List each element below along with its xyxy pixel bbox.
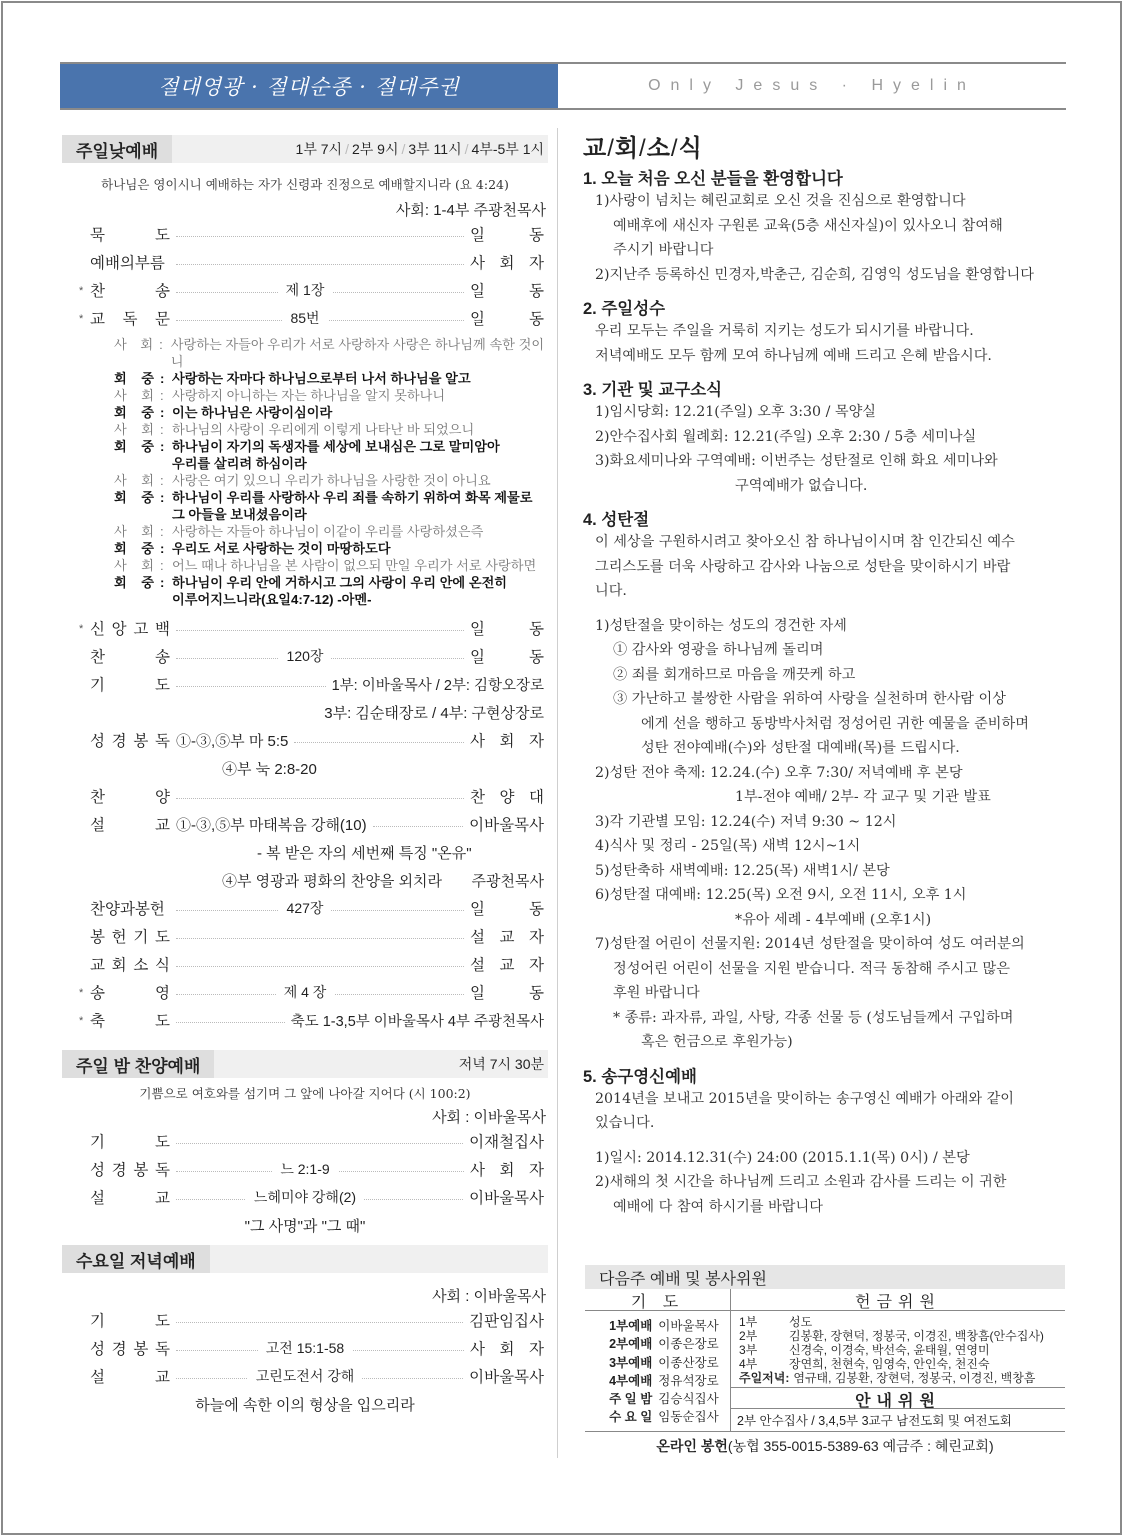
section-title: 수요일 저녁예배	[62, 1245, 210, 1273]
order-leader: 일 동	[470, 283, 544, 300]
order-leader: 1부: 이바울목사 / 2부: 김항오장로	[331, 677, 544, 694]
order-subline: "그 사명"과 "그 때"	[244, 1217, 366, 1235]
order-subline: ④부 눅 2:8-20	[222, 760, 317, 778]
offering-header: 헌금위원	[731, 1289, 1065, 1311]
order-leader: 설 교 자	[470, 929, 544, 946]
order-label: 교 독 문	[90, 311, 170, 328]
service-time: 저녁 7시 30분	[458, 1056, 544, 1072]
leader-line: 사 회 : 사랑은 여기 있으니 우리가 하나님을 사랑한 것이 아니요	[114, 473, 491, 488]
order-leader: 일 동	[470, 311, 544, 328]
leader-line: 사 회 : 하나님의 사랑이 우리에게 이렇게 나타난 바 되었으니	[114, 422, 475, 437]
host: 사회: 1-4부 주광천목사	[395, 202, 546, 219]
order-item: 설 교 ①-③,⑤부 마태복음 강해(10) 이바울목사	[62, 810, 548, 838]
order-label: 설 교	[90, 1369, 170, 1386]
standing-mark-icon: *	[79, 1015, 84, 1027]
order-item	[62, 1006, 548, 1034]
congregation-line: 회 중 : 하나님이 우리를 사랑하사 우리 죄를 속하기 위하여 화목 제물로	[114, 490, 533, 505]
prayer-assignment: 3부예배 이종산장로	[609, 1355, 719, 1370]
order-item	[62, 1155, 548, 1183]
order-item	[62, 922, 548, 950]
usher-list: 2부 안수집사 / 3,4,5부 3교구 남전도회 및 여전도회	[737, 1414, 1012, 1428]
news-item-heading: 1. 오늘 처음 오신 분들을 환영합니다	[583, 170, 843, 188]
offering-assignment: 주일저녁: 염규태, 김봉환, 장현덕, 정봉국, 이경진, 백창흠	[739, 1371, 1036, 1385]
prayer-assignment: 2부예배 이종은장로	[609, 1337, 719, 1352]
news-item-body: 이 세상을 구원하시려고 찾아오신 참 하나님이시며 참 인간되신 예수 그리스도를 더욱 사랑하고 감사와 나눔으로 성탄을 맞이하시기 바랍 니다. 1)성탄절을 맞이하는 성도의 경건한 자세 ① 감사와 영광을 하나님께 돌리며 ② 죄를 회개하므로 마음을 깨끗케 하고 ③ 가난하고 불쌍한 사람을 위하여 사랑을 실천하며 한사람 이상 에게 선을 행하고 동방박사처럼 정성어린 귀한 예물을 준비하며 성탄 전야예배(수)와 성탄절 대예배(목)를 드립시다. 2)성탄 전야 축제: 12.24.(수) 오후 7:30/ 저녁예배 후 본당 1부-전야 예배/ 2부- 각 교구 및 기관 발표 3)각 기관별 모임: 12.24(수) 저녁 9:30 ~ 12시 4)식사 및 정리 - 25일(목) 새벽 12시~1시 5)성탄축하 새벽예배: 12.25(목) 새벽1시/ 본당 6)성탄절 대예배: 12.25(목) 오전 9시, 오전 11시, 오후 1시 *유아 세례 - 4부예배 (오후1시) 7)성탄절 어린이 선물지원: 2014년 성탄절을 맞이하여 성도 여러분의 정성어린 어린이 선물을 지원 받습니다. 적극 동참해 주시고 많은 후원 바랍니다 * 종류: 과자류, 과일, 사탕, 각종 선물 등 (성도님들께서 구입하며 혹은 헌금으로 후원가능)	[595, 534, 1029, 1050]
order-leader: 이재철집사	[469, 1134, 544, 1151]
offering-assignment: 4부 장연희, 천현숙, 임영숙, 안인숙, 천진숙	[739, 1357, 990, 1371]
standing-mark-icon: *	[79, 623, 84, 635]
usher-header: 안내위원	[731, 1387, 1065, 1409]
order-label: 교 회 소 식	[90, 957, 170, 974]
order-item	[62, 1306, 548, 1334]
order-detail: 느 2:1-9	[62, 1159, 548, 1179]
congregation-line: 회 중 : 사랑하는 자마다 하나님으로부터 나서 하나님을 알고	[114, 371, 471, 386]
order-leader: 축도 1-3,5부 이바울목사 4부 주광천목사	[290, 1013, 544, 1030]
order-leader: 이바울목사	[469, 817, 544, 834]
order-item	[62, 1334, 548, 1362]
section-header-sunday-morning	[62, 135, 548, 163]
leader-line: 사 회 : 사랑하는 자들아 하나님이 이같이 우리를 사랑하셨은즉	[114, 524, 484, 539]
next-week-servants	[585, 1265, 1065, 1456]
offering-assignment: 1부 성도	[739, 1315, 813, 1329]
order-label: 봉 헌 기 도	[90, 929, 170, 946]
order-item	[62, 276, 548, 304]
leader-line: 사 회 : 사랑하는 자들아 우리가 서로 사랑하자 사랑은 하나님께 속한 것이니	[114, 337, 545, 369]
news-item-body: 1)임시당회: 12.21(주일) 오후 3:30 / 목양실 2)안수집사회 월례회: 12.21(주일) 오후 2:30 / 5층 세미나실 3)화요세미나와 구역예배: 이번주는 성탄절로 인해 화요 세미나와 구역예배가 없습니다.	[595, 404, 998, 494]
standing-mark-icon: *	[79, 313, 84, 325]
news-item-heading: 2. 주일성수	[583, 300, 666, 318]
order-label: 성 경 봉 독	[90, 1341, 170, 1358]
order-leader: 사 회 자	[470, 1341, 544, 1358]
order-leader: 일 동	[470, 985, 544, 1002]
prayer-assignment: 4부예배 정유석장로	[609, 1373, 719, 1388]
order-item	[62, 614, 548, 642]
offering-assignment: 2부 김봉환, 장현덕, 정봉국, 이경진, 백창흠(안수집사)	[739, 1329, 1044, 1343]
section-header-sunday-evening	[62, 1050, 548, 1078]
order-leader: 사 회 자	[470, 1162, 544, 1179]
order-detail: 120장	[62, 646, 548, 666]
host: 사회 : 이바울목사	[432, 1109, 546, 1126]
leader-line: 사 회 : 사랑하지 아니하는 자는 하나님을 알지 못하나니	[114, 388, 446, 403]
order-item	[62, 642, 548, 670]
host: 사회 : 이바울목사	[432, 1288, 546, 1305]
order-label: 설 교	[90, 817, 170, 834]
prayer-assignment: 수 요 일 임동순집사	[609, 1410, 719, 1425]
order-subline: 하늘에 속한 이의 형상을 입으리라	[195, 1396, 415, 1414]
order-label: 예배의부름	[90, 255, 165, 272]
news-item-body: 1)사랑이 넘치는 혜린교회로 오신 것을 진심으로 환영합니다 예배후에 새신자 구원론 교육(5층 새신자실)이 있사오니 참여해 주시기 바랍니다 2)지난주 등록하신 민경자,박춘근, 김순희, 김영익 성도님을 환영합니다	[595, 193, 1034, 283]
congregation-line: 회 중 : 이는 하나님은 사랑이심이라	[114, 405, 333, 420]
church-news-column	[583, 128, 1068, 1219]
prayer-header: 기 도	[585, 1289, 730, 1311]
column-divider	[557, 128, 558, 1458]
order-label: 성 경 봉 독	[90, 733, 170, 750]
order-detail: 427장	[62, 898, 548, 918]
motto: 절대영광 · 절대순종 · 절대주권	[60, 64, 558, 108]
order-detail: 제 1장	[62, 280, 548, 300]
order-detail: 느헤미야 강해(2)	[62, 1187, 548, 1207]
order-label: 기 도	[90, 677, 170, 694]
order-detail: 고전 15:1-58	[62, 1338, 548, 1358]
order-leader: 일 동	[470, 621, 544, 638]
standing-mark-icon: *	[79, 285, 84, 297]
online-offering: 온라인 봉헌(농협 355-0015-5389-63 예금주 : 혜린교회)	[656, 1438, 994, 1454]
order-leader: 이바울목사	[469, 1369, 544, 1386]
section-header-wednesday	[62, 1245, 548, 1273]
theme-verse: 기쁨으로 여호와를 섬기며 그 앞에 나아갈 지어다 (시 100:2)	[139, 1086, 471, 1101]
order-leader: 설 교 자	[470, 957, 544, 974]
worship-order-column	[62, 135, 548, 1418]
order-leader: 일 동	[470, 901, 544, 918]
order-label: 설 교	[90, 1190, 170, 1207]
order-label: 찬 송	[90, 283, 170, 300]
prayer-assignment: 주 일 밤 김승식집사	[609, 1392, 719, 1407]
order-leader: 사 회 자	[470, 255, 544, 272]
order-item	[62, 1362, 548, 1390]
news-item-heading: 3. 기관 및 교구소식	[583, 381, 723, 399]
order-detail: 고린도전서 강해	[62, 1366, 548, 1386]
order-subline: 3부: 김순태장로 / 4부: 구현상장로	[324, 704, 544, 722]
congregation-line: 회 중 : 우리도 서로 사랑하는 것이 마땅하도다	[114, 541, 391, 556]
news-item-heading: 5. 송구영신예배	[583, 1067, 697, 1086]
order-label: 성 경 봉 독	[90, 1162, 170, 1179]
order-label: 기 도	[90, 1134, 170, 1151]
order-label: 찬 양	[90, 789, 170, 806]
order-item	[62, 670, 548, 698]
order-leader: 사 회 자	[470, 733, 544, 750]
order-item	[62, 782, 548, 810]
order-leader: 김판임집사	[469, 1313, 544, 1330]
order-detail: 제 4 장	[62, 982, 548, 1002]
order-subline: ④부 영광과 평화의 찬양을 외치라 주광천목사	[222, 872, 544, 890]
news-item-body: 2014년을 보내고 2015년을 맞이하는 송구영신 예배가 아래와 같이 있습니다. 1)일시: 2014.12.31(수) 24:00 (2015.1.1(목) 0시) / 본당 2)새해의 첫 시간을 하나님께 드리고 소원과 감사를 드리는 이 귀한 예배에 다 참여 하시기를 바랍니다	[595, 1090, 1015, 1215]
theme-verse: 하나님은 영이시니 예배하는 자가 신령과 진정으로 예배할지니라 (요 4:24)	[101, 177, 509, 192]
section-title: 주일낮예배	[62, 135, 172, 163]
order-label: 기 도	[90, 1313, 170, 1330]
tagline: Only Jesus · Hyelin	[648, 77, 976, 94]
order-label: 묵 도	[90, 227, 170, 244]
order-leader: 찬 양 대	[470, 789, 544, 806]
order-leader: 이바울목사	[469, 1190, 544, 1207]
order-item	[62, 978, 548, 1006]
prayer-assignment: 1부예배 이바울목사	[609, 1319, 719, 1333]
congregation-line: 회 중 : 하나님이 자기의 독생자를 세상에 보내심은 그로 말미암아	[114, 439, 500, 454]
order-detail: 85번	[62, 308, 548, 328]
congregation-line: 회 중 : 하나님이 우리 안에 거하시고 그의 사랑이 우리 안에 온전히	[114, 575, 508, 590]
news-item-body: 우리 모두는 주일을 거룩히 지키는 성도가 되시기를 바랍니다. 저녁예배도 모두 함께 모여 하나님께 예배 드리고 은혜 받읍시다.	[595, 323, 992, 364]
servants-title: 다음주 예배 및 봉사위원	[585, 1265, 1065, 1289]
order-item: 성 경 봉 독 ①-③,⑤부 마 5:5 사 회 자	[62, 726, 548, 754]
service-times: 1부 7시 / 2부 9시 / 3부 11시 / 4부-5부 1시	[295, 141, 544, 157]
standing-mark-icon: *	[79, 987, 84, 999]
order-leader: 일 동	[470, 227, 544, 244]
order-item	[62, 1127, 548, 1155]
order-item	[62, 950, 548, 978]
responsive-reading: 사 회 : 사랑하는 자들아 우리가 서로 사랑하자 사랑은 하나님께 속한 것이니 회 중 : 사랑하는 자마다 하나님으로부터 나서 하나님을 알고 사 회 : 사랑하지 아니하는 자는 하나님을 알지 못하나니 회 중 : 이는 하나님은 사랑이심이라 사 회 : 하나님의 사랑이 우리에게 이렇게 나타난 바 되었으니 회 중 : 하나님이 자기의 독생자를 세상에 보내심은 그로 말미암아 우리를 살리려 하심이라 사 회 : 사랑은 여기 있으니 우리가 하나님을 사랑한 것이 아니요 회 중 : 하나님이 우리를 사랑하사 우리 죄를 속하기 위하여 화목 제물로 그 아들을 보내셨음이라 사 회 : 사랑하는 자들아 하나님이 이같이 우리를 사랑하셨은즉 회 중 : 우리도 서로 사랑하는 것이 마땅하도다 사 회 : 어느 때나 하나님을 본 사람이 없으되 만일 우리가 서로 사랑하면 회 중 : 하나님이 우리 안에 거하시고 그의 사랑이 우리 안에 온전히 이루어지느니라(요일4:7-12) -아멘-	[114, 336, 548, 608]
section-title: 주일 밤 찬양예배	[62, 1050, 214, 1078]
news-title: 교/회/소/식	[583, 135, 703, 162]
offering-assignment: 3부 신경숙, 이경숙, 박선숙, 윤태월, 연영미	[739, 1343, 990, 1357]
order-leader: 일 동	[470, 649, 544, 666]
order-item	[62, 248, 548, 276]
order-item	[62, 894, 548, 922]
order-item	[62, 1183, 548, 1211]
order-item	[62, 220, 548, 248]
order-label: 신 앙 고 백	[90, 621, 170, 638]
order-item	[62, 304, 548, 332]
header-banner	[60, 62, 1066, 110]
order-label: 송 영	[90, 985, 170, 1002]
order-label: 찬 송	[90, 649, 170, 666]
leader-line: 사 회 : 어느 때나 하나님을 본 사람이 없으되 만일 우리가 서로 사랑하면	[114, 558, 537, 573]
order-label: 찬양과봉헌	[90, 901, 165, 918]
order-label: 축 도	[90, 1013, 170, 1030]
order-subline: - 복 받은 자의 세번째 특징 "온유"	[257, 844, 472, 862]
news-item-heading: 4. 성탄절	[583, 511, 650, 529]
